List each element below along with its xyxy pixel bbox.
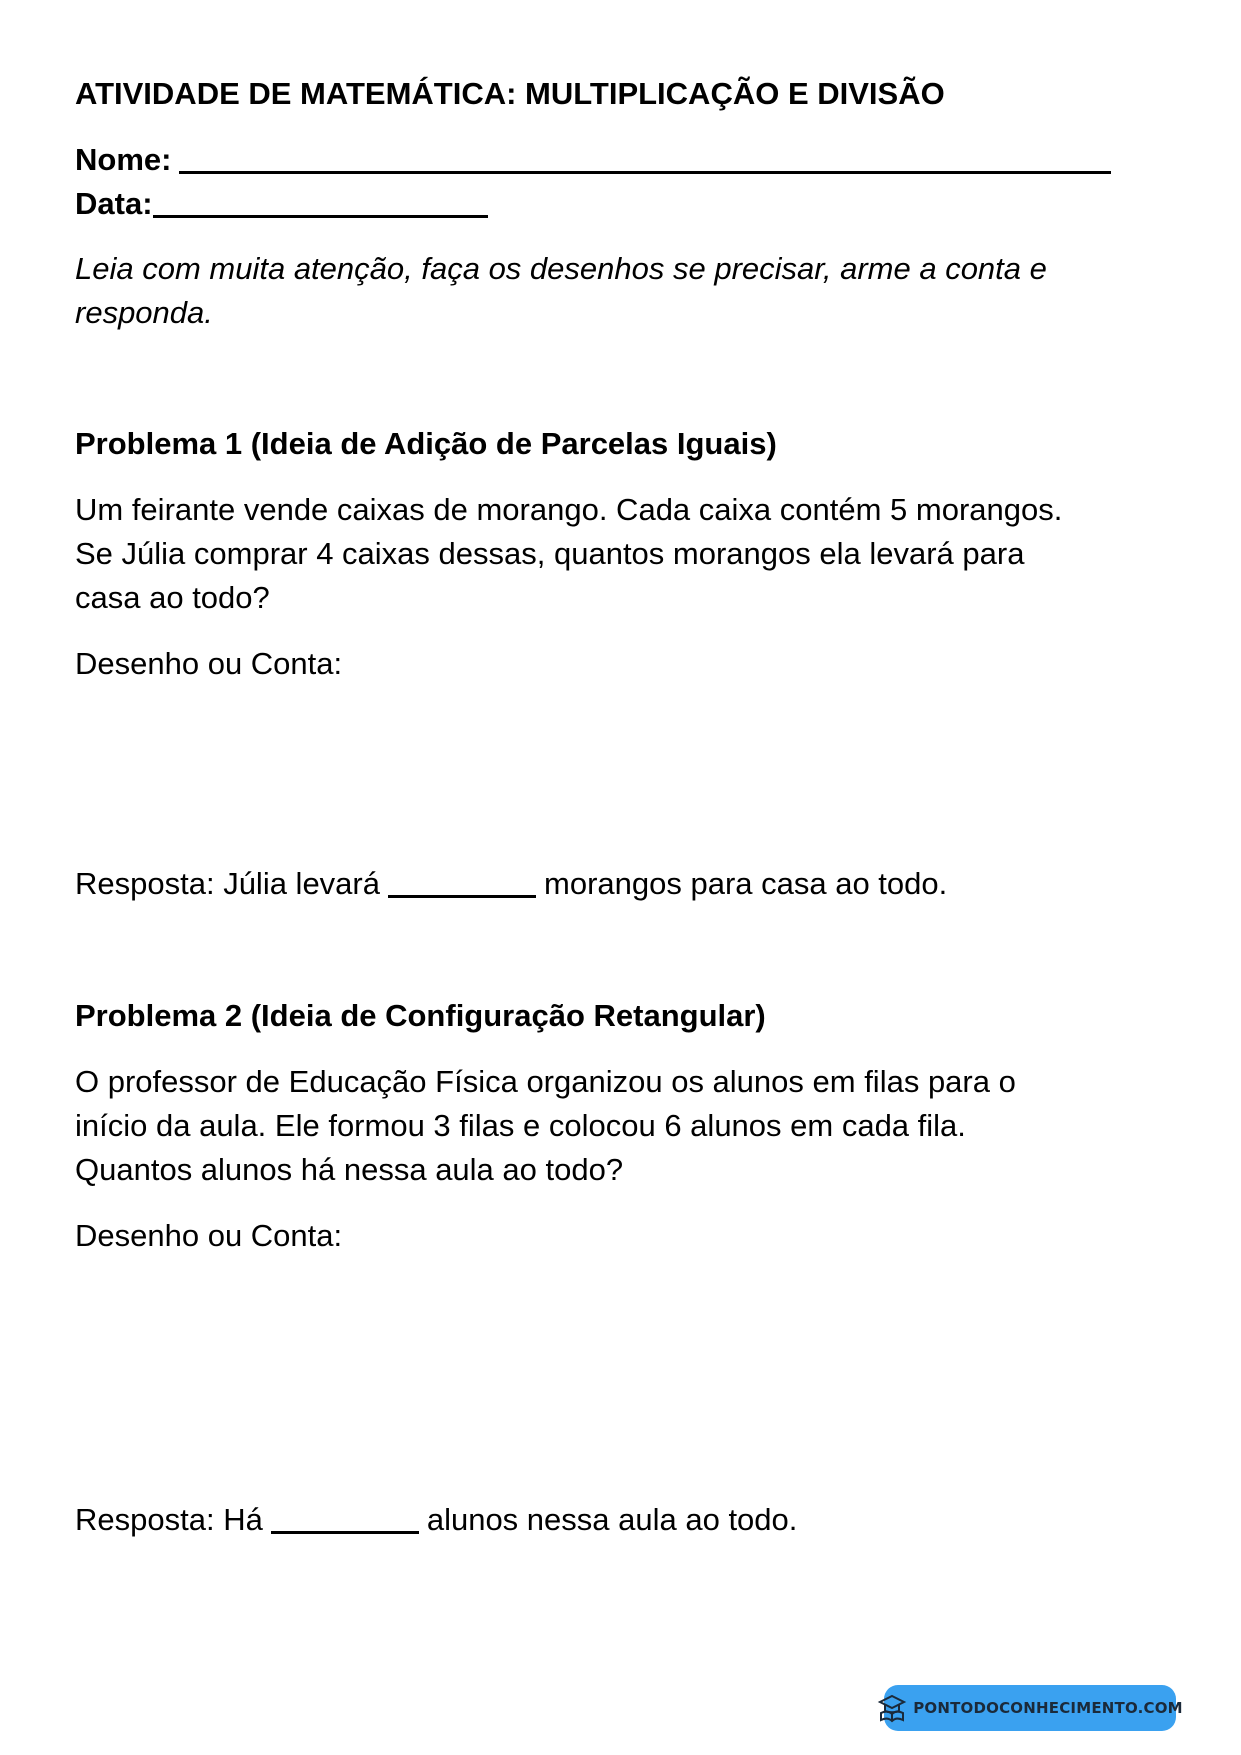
problem-2-answer-prefix: Resposta: Há	[75, 1502, 263, 1537]
name-label: Nome:	[75, 142, 172, 177]
problem-1-text-line: casa ao todo?	[75, 580, 270, 615]
problem-2-text-line: início da aula. Ele formou 3 filas e colocou 6 alunos em cada fila.	[75, 1108, 966, 1143]
page-title: ATIVIDADE DE MATEMÁTICA: MULTIPLICAÇÃO E DIVISÃO	[75, 76, 945, 111]
problem-2-work-label: Desenho ou Conta:	[75, 1218, 343, 1253]
problem-1-answer-suffix: morangos para casa ao todo.	[544, 866, 948, 901]
problem-2-text-line: O professor de Educação Física organizou os alunos em filas para o	[75, 1064, 1016, 1099]
problem-1-text-line: Um feirante vende caixas de morango. Cada caixa contém 5 morangos.	[75, 492, 1063, 527]
problem-2-answer-blank[interactable]	[271, 1501, 419, 1534]
problem-1-answer-prefix: Resposta: Júlia levará	[75, 866, 380, 901]
brand-label: PONTODOCONHECIMENTO.COM	[913, 1699, 1183, 1717]
problem-1-work-label: Desenho ou Conta:	[75, 646, 343, 681]
problem-2-text-line: Quantos alunos há nessa aula ao todo?	[75, 1152, 624, 1187]
date-field[interactable]	[75, 182, 496, 226]
brand-badge[interactable]	[884, 1685, 1183, 1731]
instructions-line-1: Leia com muita atenção, faça os desenhos se precisar, arme a conta e	[75, 251, 1047, 286]
problem-2-heading: Problema 2 (Ideia de Configuração Retangular)	[75, 998, 766, 1033]
problem-1-answer-blank[interactable]	[388, 865, 536, 898]
instructions-line-2: responda.	[75, 295, 213, 330]
date-blank-line[interactable]	[153, 185, 488, 218]
problem-1-answer[interactable]	[75, 862, 947, 906]
name-blank-line[interactable]	[179, 141, 1111, 174]
problem-2-answer-suffix: alunos nessa aula ao todo.	[426, 1502, 798, 1537]
name-field[interactable]	[75, 138, 1119, 182]
problem-1-text-line: Se Júlia comprar 4 caixas dessas, quantos morangos ela levará para	[75, 536, 1025, 571]
graduation-book-icon	[877, 1693, 907, 1723]
date-label: Data:	[75, 186, 153, 221]
problem-2-answer[interactable]	[75, 1498, 797, 1542]
problem-1-heading: Problema 1 (Ideia de Adição de Parcelas Iguais)	[75, 426, 777, 461]
